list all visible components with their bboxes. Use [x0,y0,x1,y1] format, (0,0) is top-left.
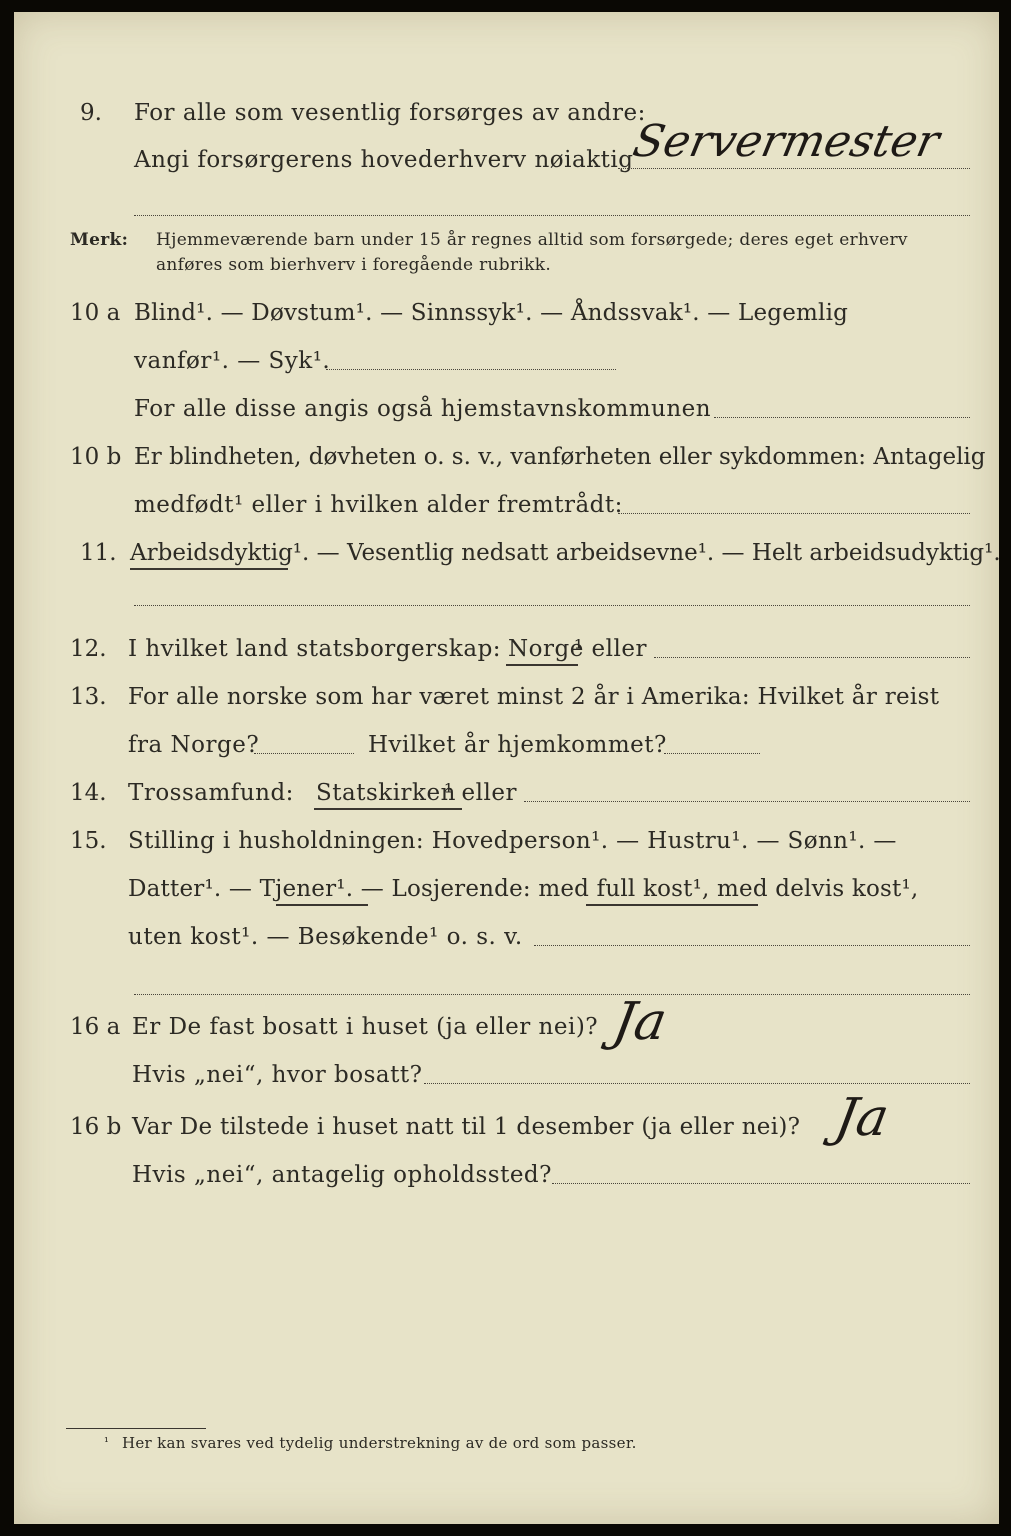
q10a-sick-line [326,369,616,370]
q16a-line2: Hvis „nei“, hvor bosatt? [132,1062,423,1088]
q16b-handwritten-answer: Ja [830,1088,894,1148]
q11-rest: ¹. — Vesentlig nedsatt arbeidsevne¹. — Helt arbeidsudyktig¹. [292,540,1001,566]
q15-l2b: . — Losjerende: [345,876,531,902]
q13-line1: For alle norske som har været minst 2 år i Amerika: Hvilket år reist [128,684,940,710]
q13-year-left-line [254,753,354,754]
q10b-number: 10 b [70,444,122,470]
q12-option-norge: Norge [508,636,584,662]
q16b-location-line [552,1183,970,1184]
q15-line1: Stilling i husholdningen: Hovedperson¹. — Hustru¹. — Sønn¹. — [128,828,897,854]
footnote-text: Her kan svares ved tydelig understrekning av de ord som passer. [122,1434,637,1452]
q15-line2 [128,878,918,901]
q11-extra-line [134,605,970,606]
q16a-residence-line [424,1083,970,1084]
q12-number: 12. [70,636,107,662]
q12-underline-norge [506,664,578,666]
merk-line2: anføres som bierhverv i foregående rubrikk. [156,255,552,275]
q14-option-statskirken: Statskirken [316,780,456,806]
q15-other-line [534,945,970,946]
footnote-mark: ¹ [104,1435,110,1449]
q15-option-full-kost: med full kost¹ [538,876,703,902]
q15-underline-full-kost [586,904,758,906]
q14-number: 14. [70,780,107,806]
q15-l2c: , med delvis kost¹, [702,876,919,902]
q12-lead: I hvilket land statsborgerskap: [128,636,502,662]
q9-answer-line [618,168,970,169]
q10a-line1: Blind¹. — Døvstum¹. — Sinnssyk¹. — Åndssvak¹. — Legemlig [134,300,849,326]
q11-underline-arbeidsdyktig [130,568,288,570]
q10a-number: 10 a [70,300,121,326]
q16a-handwritten-answer: Ja [608,992,672,1052]
q9-number: 9. [80,100,102,126]
q14-other-line [524,801,970,802]
q15-option-tjener: Tjener¹ [259,876,346,902]
q9-line2: Angi forsørgerens hovederhverv nøiaktig [134,147,634,173]
merk-line1: Hjemmeværende barn under 15 år regnes alltid som forsørgede; deres eget erhverv [156,230,908,250]
q16a-number: 16 a [70,1014,121,1040]
q13-number: 13. [70,684,107,710]
q15-line3: uten kost¹. — Besøkende¹ o. s. v. [128,924,523,950]
q15-l2a: Datter¹. — [128,876,253,902]
merk-label: Merk: [70,230,129,250]
q10a-line3: For alle disse angis også hjemstavnskommunen [134,396,712,422]
q16b-line1: Var De tilstede i huset natt til 1 desember (ja eller nei)? [132,1114,801,1140]
q14-underline-statskirken [314,808,462,810]
q16a-line1: Er De fast bosatt i huset (ja eller nei)? [132,1014,599,1040]
census-form-page [14,12,999,1524]
q14-lead: Trossamfund: [128,780,294,806]
q13-year-returned-line [664,753,760,754]
q15-underline-tjener [276,904,368,906]
q16b-number: 16 b [70,1114,122,1140]
q10b-line2: medfødt¹ eller i hvilken alder fremtrådt: [134,492,623,518]
q10a-line2: vanfør¹. — Syk¹. [134,348,331,374]
q13-line2a: fra Norge? [128,732,260,758]
q15-extra-line [134,994,970,995]
q9-extra-line [134,215,970,216]
q10a-municipality-line [714,417,970,418]
q14-tail: ¹ eller [444,780,517,806]
q12-tail: ¹ eller [574,636,647,662]
q11-option-arbeidsdyktig: Arbeidsdyktig [130,540,293,566]
q11-number: 11. [80,540,117,566]
footnote-rule [66,1428,206,1429]
q13-line2b: Hvilket år hjemkommet? [368,732,667,758]
q15-number: 15. [70,828,107,854]
q9-handwritten-answer: Servermester [628,116,944,167]
q9-line1: For alle som vesentlig forsørges av andre: [134,100,646,126]
q11-line [130,542,1001,565]
q10b-line1: Er blindheten, døvheten o. s. v., vanførheten eller sykdommen: Antagelig [134,444,986,470]
q16b-line2: Hvis „nei“, antagelig opholdssted? [132,1162,552,1188]
q12-other-line [654,657,970,658]
q10b-age-line [618,513,970,514]
